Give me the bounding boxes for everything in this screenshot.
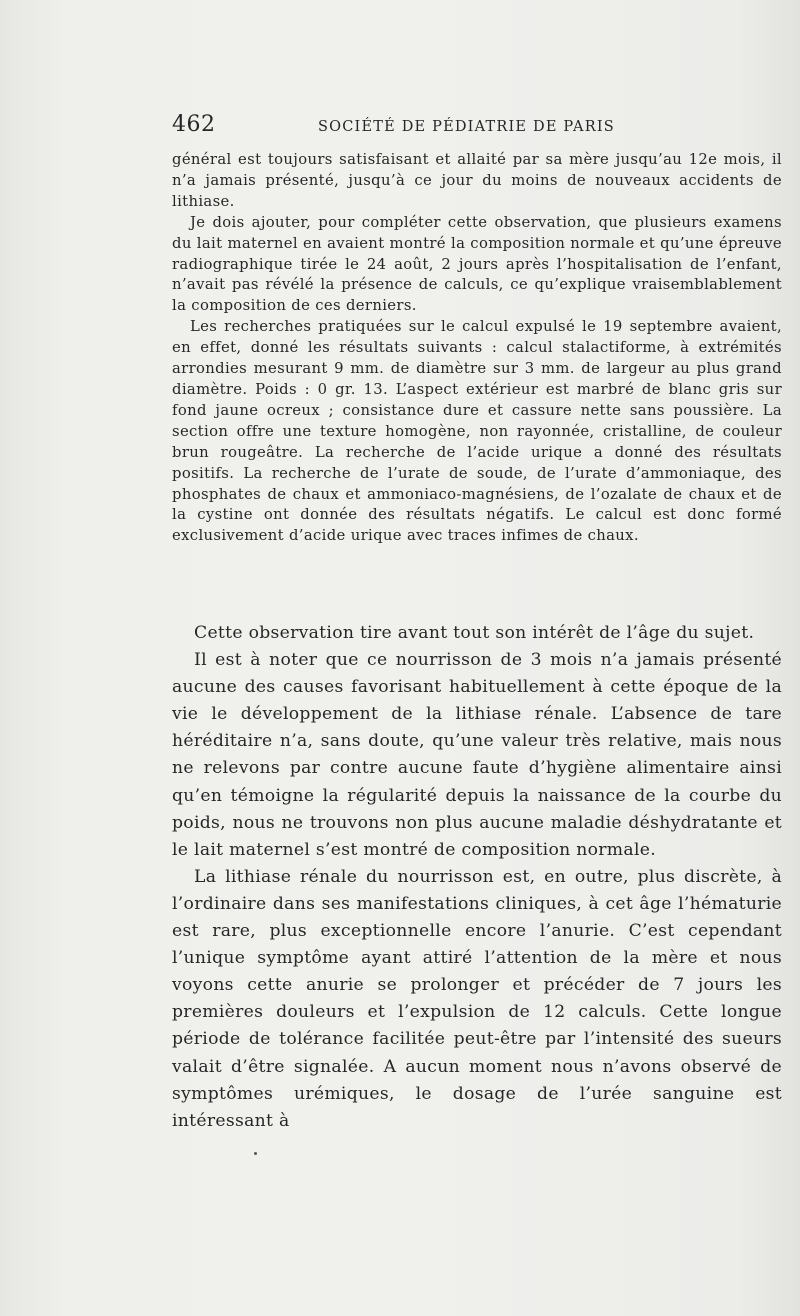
discussion-paragraph-intro: Cette observation tire avant tout son intérêt de l’âge du sujet.: [194, 623, 755, 643]
running-title: SOCIÉTÉ DE PÉDIATRIE DE PARIS: [318, 119, 615, 135]
case-paragraph-examinations: Je dois ajouter, pour compléter cette observation, que plusieurs examens du lait maternel en avaient montré la composition normale et qu’une épreuve radiographique tirée le 24 août, 2 jours après l’hospitalisation de l’enfant, n’avait pas révélé la présence de calculs, ce qu’explique vraisemblablement la composition de ces derniers.: [172, 213, 782, 315]
case-paragraph-continuation: général est toujours satisfaisant et allaité par sa mère jusqu’au 12e mois, il n’a jamais présenté, jusqu’à ce jour du moins de nouveaux accidents de lithiase.: [172, 151, 782, 210]
case-paragraph-calculus-analysis: Les recherches pratiquées sur le calcul expulsé le 19 septembre avaient, en effet, donné les résultats suivants : calcul stalactiforme, à extrémités arrondies mesurant 9 mm. de diamètre sur 3 mm. de largeur au plus grand diamètre. Poids : 0 gr. 13. L’aspect extérieur est marbré de blanc gris sur fond jaune ocreux ; consistance dure et cassure nette sans poussière. La section offre une texture homogène, non rayonnée, cristalline, de couleur brun rougeâtre. La recherche de l’acide urique a donné des résultats positifs. La recherche de l’urate de soude, de l’urate d’ammoniaque, des phosphates de chaux et ammoniaco-magnésiens, de l’ozalate de chaux et de la cystine ont donnée des résultats négatifs. Le calcul est donc formé exclusivement d’acide urique avec traces infimes de chaux.: [172, 318, 782, 545]
discussion-section: [172, 620, 782, 1135]
case-report-section: [172, 150, 782, 547]
page-number: 462: [172, 112, 216, 137]
discussion-paragraph-symptoms: La lithiase rénale du nourrisson est, en outre, plus discrète, à l’ordinaire dans ses manifestations cliniques, à cet âge l’hématurie est rare, plus exceptionnelle encore l’anurie. C’est cependant l’unique symptôme ayant attiré l’attention de la mère et nous voyons cette anurie se prolonger et précéder de 7 jours les premières douleurs et l’expulsion de 12 calculs. Cette longue période de tolérance facilitée peut-être par l’intensité des sueurs valait d’être signalée. A aucun moment nous n’avons observé de symptômes urémiques, le dosage de l’urée sanguine est intéressant à: [172, 866, 782, 1131]
ink-speck: [254, 1152, 257, 1155]
discussion-paragraph-causes: Il est à noter que ce nourrisson de 3 mois n’a jamais présenté aucune des causes favorisant habituellement à cette époque de la vie le développement de la lithiase rénale. L’absence de tare héréditaire n’a, sans doute, qu’une valeur très relative, mais nous ne relevons par contre aucune faute d’hygiène alimentaire ainsi qu’en témoigne la régularité depuis la naissance de la courbe du poids, nous ne trouvons non plus aucune maladie déshydratante et le lait maternel s’est montré de composition normale.: [172, 650, 782, 860]
page-header: [172, 112, 782, 142]
